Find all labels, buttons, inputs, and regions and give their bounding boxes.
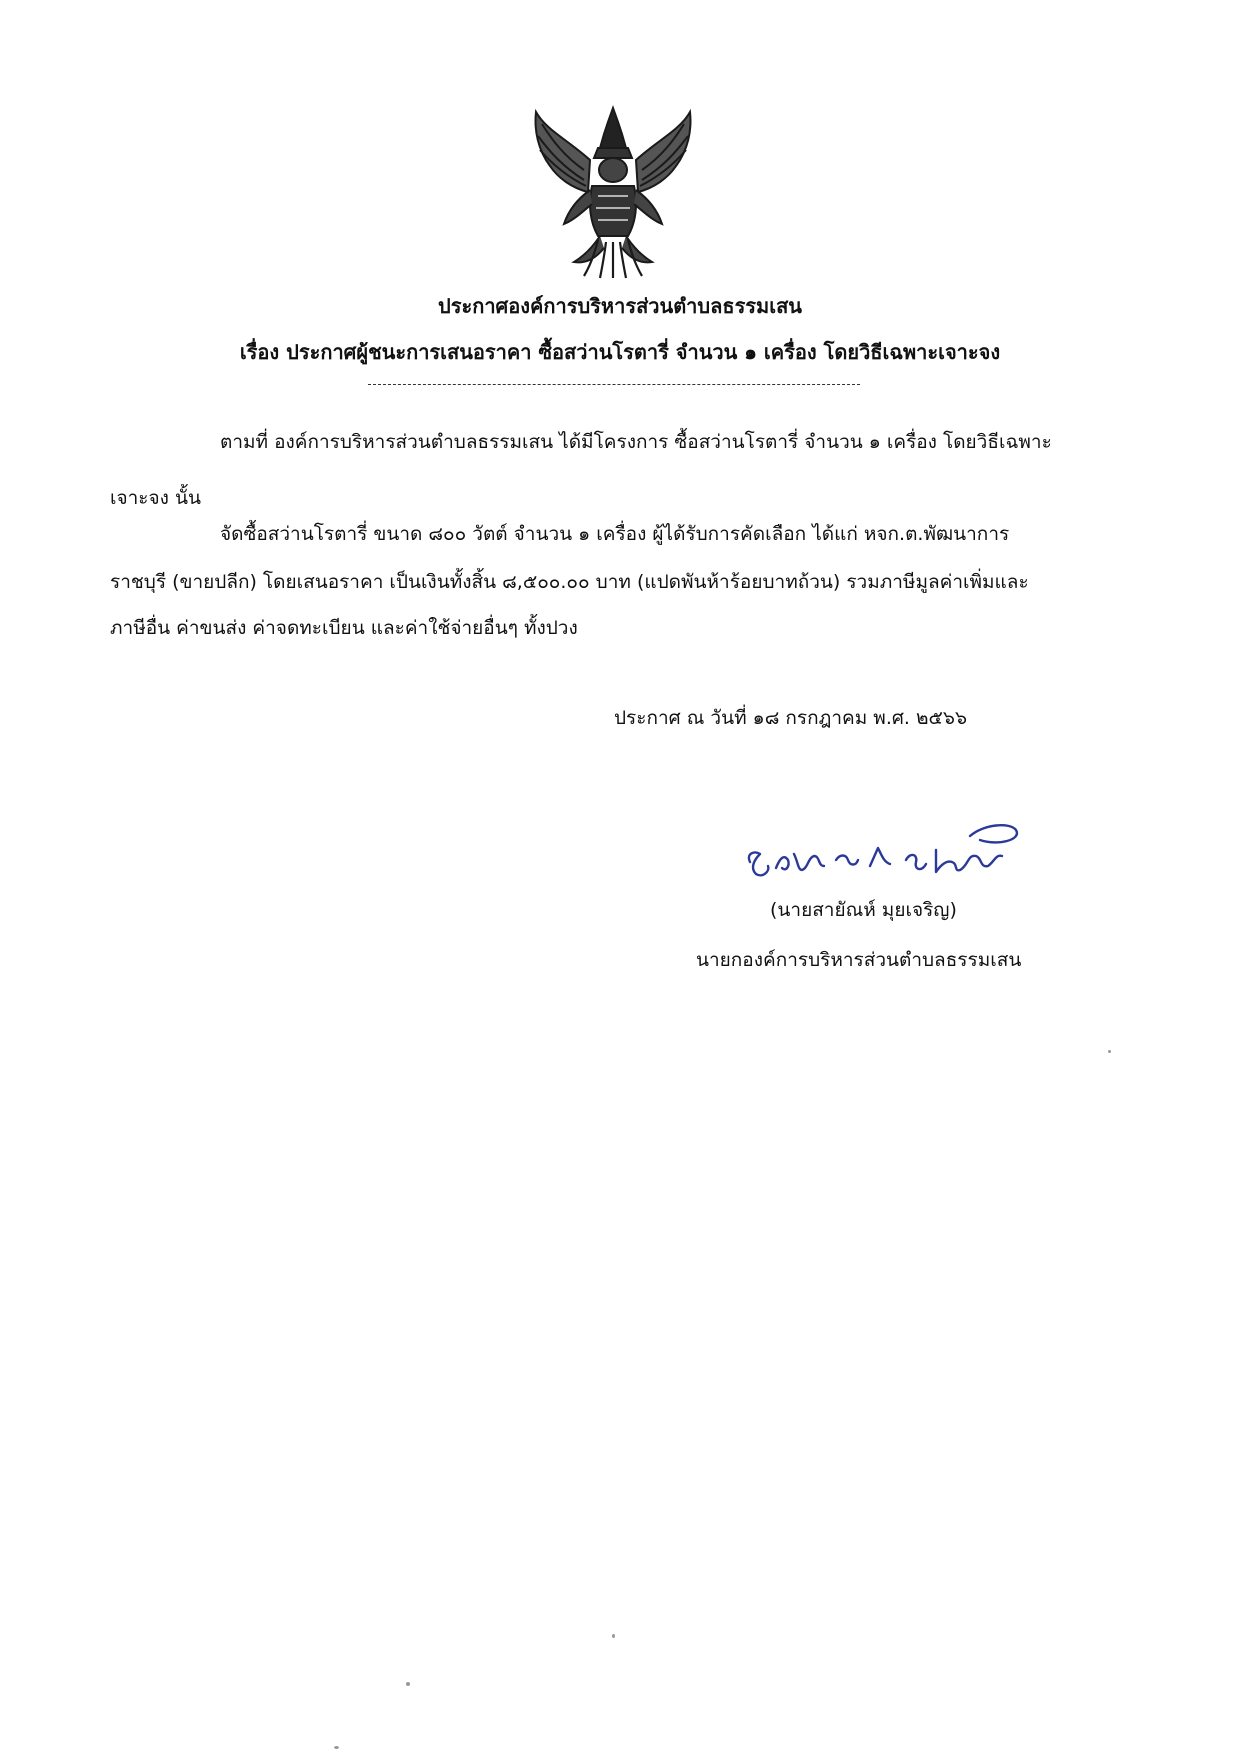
document-subject: เรื่อง ประกาศผู้ชนะการเสนอราคา ซื้อสว่านโรตารี่ จำนวน ๑ เครื่อง โดยวิธีเฉพาะเจาะจง [239,340,1001,364]
signatory-name: (นายสายัณห์ มุยเจริญ) [770,899,957,921]
document-title: ประกาศองค์การบริหารส่วนตำบลธรรมเสน [438,294,802,318]
paragraph-2-line-2: ราชบุรี (ขายปลีก) โดยเสนอราคา เป็นเงินทั้งสิ้น ๘,๕๐๐.๐๐ บาท (แปดพันห้าร้อยบาทถ้วน) รวมภาษีมูลค่าเพิ่มและ [110,571,1029,593]
announcement-date: ประกาศ ณ วันที่ ๑๘ กรกฎาคม พ.ศ. ๒๕๖๖ [614,707,968,729]
scan-speck [612,1634,615,1638]
scan-speck [1108,1050,1111,1053]
paragraph-1-line-2: เจาะจง นั้น [110,487,201,509]
paragraph-2-line-1: จัดซื้อสว่านโรตารี่ ขนาด ๘๐๐ วัตต์ จำนวน ๑ เครื่อง ผู้ได้รับการคัดเลือก ได้แก่ หจก.ต.พัฒนาการ [220,523,1010,545]
handwritten-signature-icon [740,810,1030,890]
title-divider [368,384,860,385]
scan-speck [406,1682,410,1686]
scan-speck [334,1746,339,1749]
paragraph-1-line-1: ตามที่ องค์การบริหารส่วนตำบลธรรมเสน ได้มีโครงการ ซื้อสว่านโรตารี่ จำนวน ๑ เครื่อง โดยวิธีเฉพาะ [220,431,1052,453]
paragraph-2-line-3: ภาษีอื่น ค่าขนส่ง ค่าจดทะเบียน และค่าใช้จ่ายอื่นๆ ทั้งปวง [110,617,578,639]
garuda-emblem-icon [528,100,698,280]
signatory-position: นายกองค์การบริหารส่วนตำบลธรรมเสน [696,949,1022,971]
